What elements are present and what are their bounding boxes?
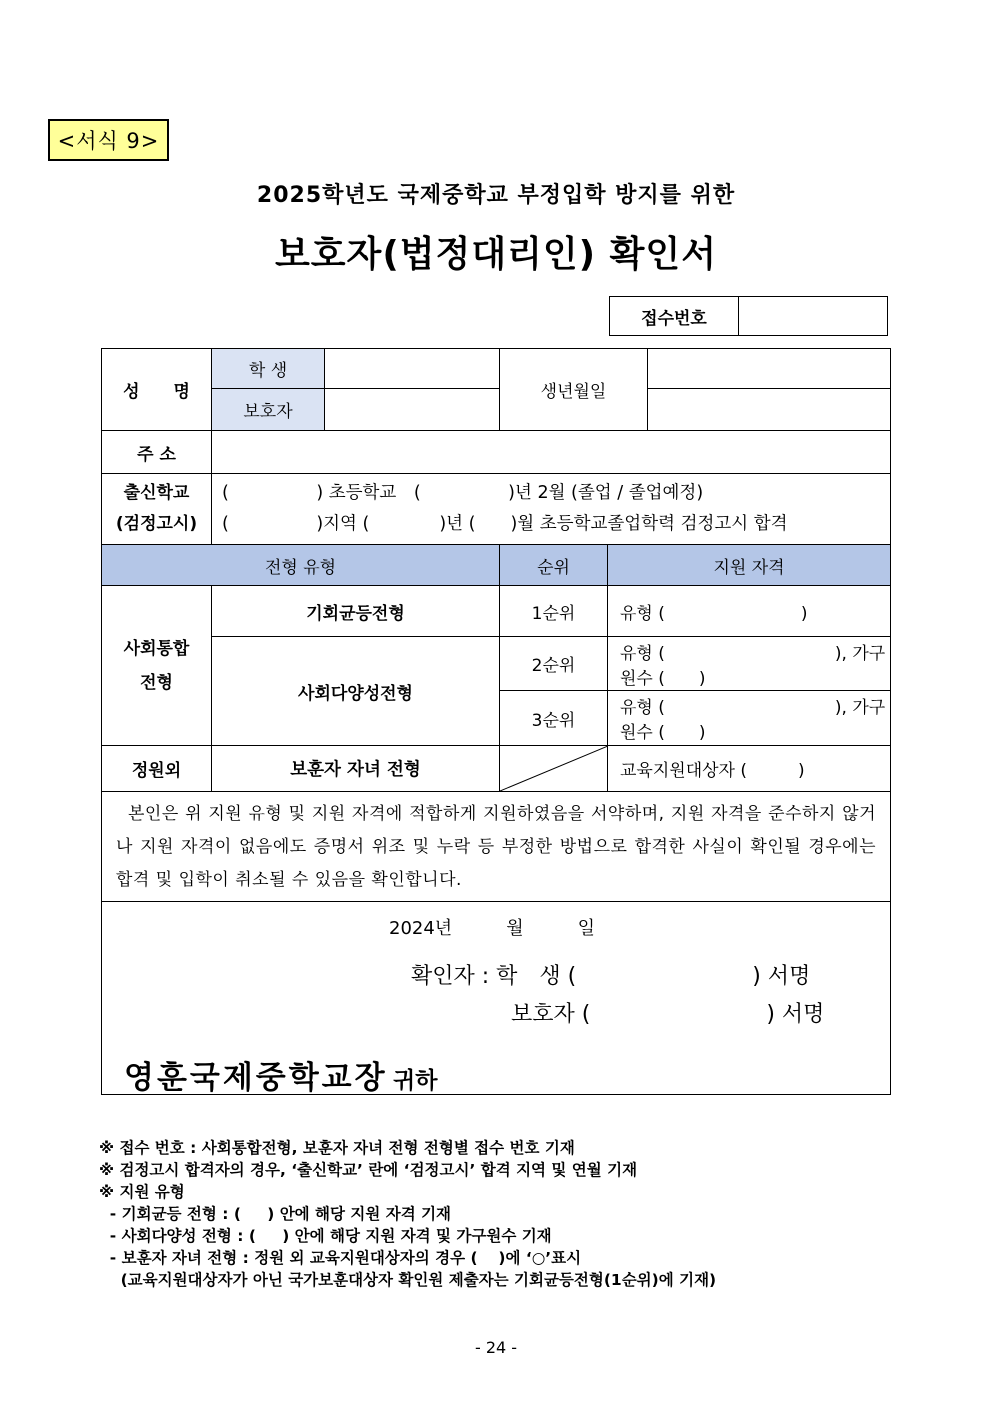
rank-1-label: 1순위 — [500, 586, 608, 637]
header-qualification: 지원 자격 — [608, 545, 891, 586]
signature-area — [102, 902, 891, 1095]
notes-section — [99, 1137, 716, 1291]
birthdate-label: 생년월일 — [500, 349, 648, 431]
rank-3-label: 3순위 — [500, 691, 608, 746]
diagonal-line — [500, 746, 608, 791]
student-birthdate-field[interactable] — [648, 349, 891, 389]
rank-2-label: 2순위 — [500, 637, 608, 691]
equal-opportunity-label: 기회균등전형 — [212, 586, 500, 637]
declaration-body: 본인은 위 지원 유형 및 지원 자격에 적합하게 지원하였음을 서약하며, 지원 자격을 준수하지 않거나 지원 자격이 없음에도 증명서 위조 및 누락 등 부정한 방법으로 합격한 사실이 확인될 경우에는 합격 및 입학이 취소될 수 있음을 확인합니다. — [116, 804, 877, 890]
social-integration-label-line2: 전형 — [140, 672, 173, 693]
origin-school-line-2: ( )지역 ( )년 ( )월 초등학교졸업학력 검정고시 합격 — [222, 514, 788, 534]
page-number: - 24 - — [474, 1338, 518, 1357]
social-integration-label — [102, 586, 212, 746]
receipt-number-box — [609, 296, 888, 336]
header-rank: 순위 — [500, 545, 608, 586]
origin-school-label-line1: 출신학교 — [123, 483, 190, 503]
social-diversity-label: 사회다양성전형 — [212, 637, 500, 746]
note-item: - 사회다양성 전형 : ( ) 안에 해당 지원 자격 및 가구원수 기재 — [99, 1227, 552, 1245]
receipt-number-field[interactable] — [739, 297, 887, 335]
form-number-tag: <서식 9> — [48, 119, 169, 161]
note-item: (교육지원대상자가 아닌 국가보훈대상자 확인원 제출자는 기회균등전형(1순위)에 기재) — [99, 1271, 717, 1289]
note-item: - 기회균등 전형 : ( ) 안에 해당 지원 자격 기재 — [99, 1205, 452, 1223]
qualification-2-field[interactable]: 유형 ( ), 가구원수 ( ) — [608, 637, 891, 691]
application-form-table — [101, 348, 891, 1095]
edu-support-field[interactable]: 교육지원대상자 ( ) — [608, 746, 891, 792]
veteran-children-label: 보훈자 자녀 전형 — [212, 746, 500, 792]
origin-school-label-line2: (검정고시) — [115, 514, 198, 534]
student-name-field[interactable] — [325, 349, 500, 389]
rank-diagonal-cell — [500, 746, 608, 792]
note-item: - 보훈자 자녀 전형 : 정원 외 교육지원대상자의 경우 ( )에 ‘○’표시 — [99, 1249, 582, 1267]
name-label: 성 명 — [102, 349, 212, 431]
note-item: ※ 검정고시 합격자의 경우, ‘출신학교’ 란에 ‘검정고시’ 합격 지역 및 연월 기재 — [99, 1161, 638, 1179]
qualification-3-field[interactable]: 유형 ( ), 가구원수 ( ) — [608, 691, 891, 746]
address-label: 주 소 — [102, 431, 212, 474]
guardian-birthdate-field[interactable] — [648, 389, 891, 431]
address-field[interactable] — [212, 431, 891, 474]
student-label: 학 생 — [212, 349, 325, 389]
honorific: 귀하 — [392, 1068, 438, 1094]
origin-school-line-1: ( ) 초등학교 ( )년 2월 (졸업 / 졸업예정) — [222, 483, 704, 503]
note-item: ※ 접수 번호 : 사회통합전형, 보훈자 자녀 전형 전형별 접수 번호 기재 — [99, 1139, 575, 1157]
receipt-number-label: 접수번호 — [610, 297, 739, 335]
declaration-text — [102, 792, 891, 902]
guardian-sign[interactable]: 보호자 ( ) 서명 — [511, 1002, 825, 1027]
document-subtitle: 2025학년도 국제중학교 부정입학 방지를 위한 — [256, 183, 736, 208]
origin-school-label — [102, 474, 212, 545]
principal-addressee: 영훈국제중학교장 — [124, 1060, 388, 1096]
confirmer-student-sign[interactable]: 확인자 : 학 생 ( ) 서명 — [411, 964, 811, 989]
document-title: 보호자(법정대리인) 확인서 — [275, 234, 717, 275]
header-admission-type: 전형 유형 — [102, 545, 500, 586]
origin-school-field[interactable] — [212, 474, 891, 545]
qualification-1-field[interactable]: 유형 ( ) — [608, 586, 891, 637]
social-integration-label-line1: 사회통합 — [123, 638, 190, 659]
date-line: 2024년 월 일 — [389, 918, 595, 939]
extra-quota-label: 정원외 — [102, 746, 212, 792]
addressee-line — [124, 1052, 437, 1097]
note-item: ※ 지원 유형 — [99, 1183, 185, 1201]
guardian-label: 보호자 — [212, 389, 325, 431]
guardian-name-field[interactable] — [325, 389, 500, 431]
